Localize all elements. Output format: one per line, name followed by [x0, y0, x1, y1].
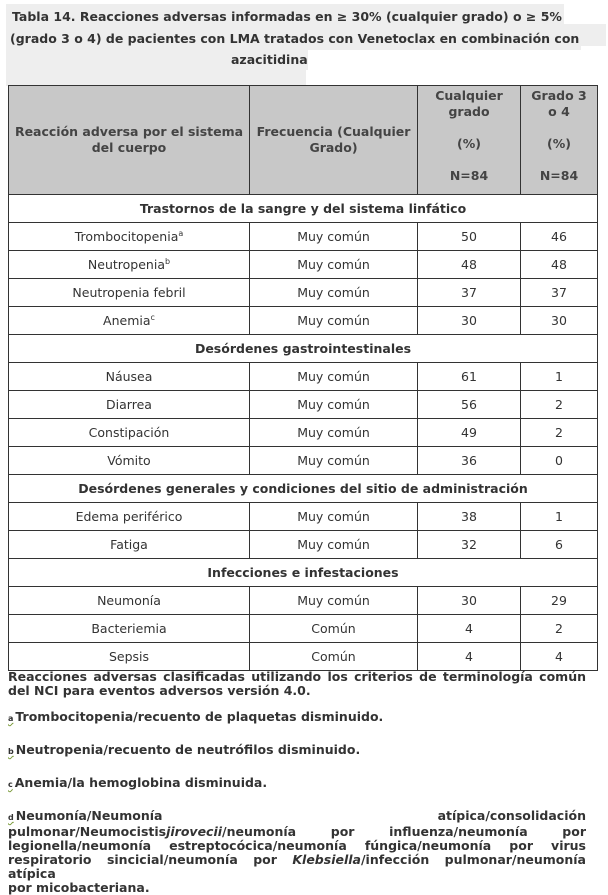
cell-reaction: Constipación	[9, 419, 250, 447]
caption-line-1: Tabla 14. Reacciones adversas informadas en ≥ 30% (cualquier grado) o ≥ 5%	[6, 4, 606, 24]
cell-reaction: Neumonía	[9, 587, 250, 615]
cell-any-grade: 50	[418, 223, 521, 251]
footnote-ref: c	[150, 312, 155, 322]
cell-grade-3-4: 2	[521, 419, 598, 447]
footnote-ref: a	[178, 228, 184, 238]
table-row	[9, 307, 598, 335]
footnote-d-mark: d	[8, 813, 14, 822]
cell-reaction: Neutropenia febril	[9, 279, 250, 307]
cell-grade-3-4: 29	[521, 587, 598, 615]
note-ctcae: Reacciones adversas clasificadas utilizando los criterios de terminología común del NCI para eventos adversos versión 4.0.	[8, 669, 586, 698]
cell-frequency: Muy común	[250, 223, 418, 251]
footnote-b: b Neutropenia/recuento de neutrófilos disminuido.	[8, 742, 361, 757]
footnote-b-mark: b	[8, 747, 14, 756]
table-row	[9, 447, 598, 475]
table-row	[9, 587, 598, 615]
table-row	[9, 391, 598, 419]
cell-any-grade: 61	[418, 363, 521, 391]
cell-grade-3-4: 0	[521, 447, 598, 475]
table-row	[9, 363, 598, 391]
cell-grade-3-4: 2	[521, 615, 598, 643]
cell-frequency: Muy común	[250, 447, 418, 475]
table-row	[9, 279, 598, 307]
cell-any-grade: 30	[418, 307, 521, 335]
cell-reaction: Diarrea	[9, 391, 250, 419]
cell-any-grade: 38	[418, 503, 521, 531]
cell-frequency: Muy común	[250, 391, 418, 419]
adverse-reactions-table	[8, 85, 598, 671]
section-header-row	[9, 559, 598, 587]
cell-any-grade: 56	[418, 391, 521, 419]
footnote-ref: b	[164, 256, 171, 266]
footnote-c: c Anemia/la hemoglobina disminuida.	[8, 775, 268, 790]
cell-frequency: Común	[250, 615, 418, 643]
table-row	[9, 503, 598, 531]
cell-grade-3-4: 46	[521, 223, 598, 251]
cell-grade-3-4: 1	[521, 363, 598, 391]
cell-frequency: Muy común	[250, 363, 418, 391]
table-row	[9, 419, 598, 447]
cell-frequency: Muy común	[250, 251, 418, 279]
cell-frequency: Muy común	[250, 503, 418, 531]
table-row	[9, 643, 598, 671]
cell-reaction: Neutropenia$^b$	[9, 251, 250, 279]
table-row	[9, 531, 598, 559]
cell-grade-3-4: 1	[521, 503, 598, 531]
section-title: Infecciones e infestaciones	[9, 559, 598, 587]
section-header-row	[9, 195, 598, 223]
table-row	[9, 615, 598, 643]
table-row	[9, 223, 598, 251]
cell-frequency: Común	[250, 643, 418, 671]
cell-frequency: Muy común	[250, 279, 418, 307]
table-row	[9, 251, 598, 279]
cell-grade-3-4: 48	[521, 251, 598, 279]
cell-any-grade: 30	[418, 587, 521, 615]
cell-frequency: Muy común	[250, 419, 418, 447]
cell-any-grade: 37	[418, 279, 521, 307]
cell-reaction: Fatiga	[9, 531, 250, 559]
footnote-c-mark: c	[8, 780, 13, 789]
section-title: Desórdenes gastrointestinales	[9, 335, 598, 363]
section-header-row	[9, 335, 598, 363]
caption-line-3: azacitidina	[6, 46, 306, 86]
cell-any-grade: 4	[418, 615, 521, 643]
header-frequency: Frecuencia (Cualquier Grado)	[250, 86, 418, 195]
cell-grade-3-4: 4	[521, 643, 598, 671]
footnote-a-mark: a	[8, 714, 14, 723]
cell-reaction: Sepsis	[9, 643, 250, 671]
table-caption	[6, 4, 606, 84]
section-title: Desórdenes generales y condiciones del sitio de administración	[9, 475, 598, 503]
cell-any-grade: 32	[418, 531, 521, 559]
cell-grade-3-4: 37	[521, 279, 598, 307]
caption-line-2: (grado 3 o 4) de pacientes con LMA tratados con Venetoclax en combinación con	[6, 26, 581, 50]
cell-grade-3-4: 30	[521, 307, 598, 335]
cell-any-grade: 49	[418, 419, 521, 447]
section-title: Trastornos de la sangre y del sistema linfático	[9, 195, 598, 223]
cell-reaction: Edema periférico	[9, 503, 250, 531]
cell-reaction: Trombocitopenia$^a$	[9, 223, 250, 251]
cell-any-grade: 36	[418, 447, 521, 475]
cell-frequency: Muy común	[250, 531, 418, 559]
cell-reaction: Anemia$^c$	[9, 307, 250, 335]
header-grade-3-4: Grado 3 o 4 (%) N=84	[521, 86, 598, 195]
section-header-row	[9, 475, 598, 503]
cell-frequency: Muy común	[250, 587, 418, 615]
header-reaction: Reacción adversa por el sistema del cuerpo	[9, 86, 250, 195]
table-header-row	[9, 86, 598, 195]
cell-reaction: Bacteriemia	[9, 615, 250, 643]
cell-reaction: Vómito	[9, 447, 250, 475]
cell-reaction: Náusea	[9, 363, 250, 391]
footnote-a: a Trombocitopenia/recuento de plaquetas disminuido.	[8, 709, 384, 724]
cell-any-grade: 48	[418, 251, 521, 279]
footnote-d: d Neumonía/Neumonía atípica/consolidación pulmonar/Neumocistisjirovecii/neumonía por influenza/neumonía por legionella/neumonía estreptocócica/neumonía fúngica/neumonía por virus respiratorio sincicial/neumonía por Klebsiella/infección pulmonar/neumonía atípica por micobacteriana.	[8, 808, 586, 895]
cell-grade-3-4: 2	[521, 391, 598, 419]
cell-any-grade: 4	[418, 643, 521, 671]
cell-grade-3-4: 6	[521, 531, 598, 559]
header-any-grade: Cualquier grado (%) N=84	[418, 86, 521, 195]
cell-frequency: Muy común	[250, 307, 418, 335]
